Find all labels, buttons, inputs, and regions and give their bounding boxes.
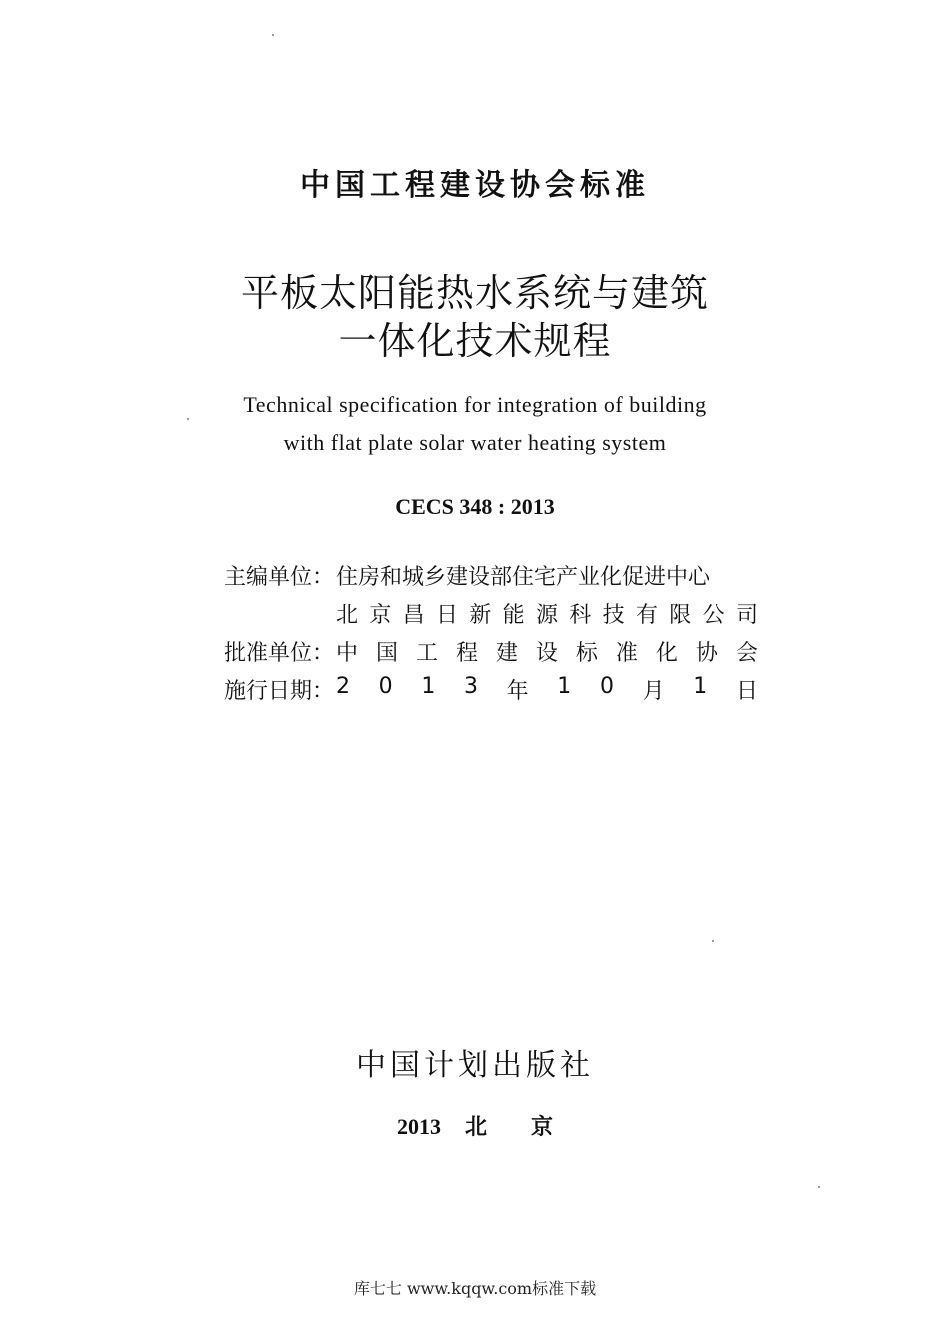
spaced-char: 源 bbox=[535, 603, 558, 628]
spaced-char: 0 bbox=[378, 674, 393, 699]
spaced-char: 设 bbox=[535, 641, 558, 666]
spaced-char: 1 bbox=[693, 674, 708, 699]
spaced-char: 协 bbox=[695, 641, 718, 666]
spaced-char: 1 bbox=[421, 674, 436, 699]
scan-speck bbox=[818, 1186, 820, 1188]
approval-label: 批准单位： bbox=[224, 641, 335, 666]
chief-editor-unit-2 bbox=[336, 598, 758, 629]
spaced-char: 程 bbox=[455, 641, 478, 666]
approval-unit bbox=[336, 636, 758, 667]
publisher-name: 中国计划出版社 bbox=[356, 1048, 594, 1083]
chief-editor-unit-1: 住房和城乡建设部住宅产业化促进中心 bbox=[336, 565, 711, 590]
publication-year: 2013 bbox=[396, 1114, 441, 1139]
spaced-char: 1 bbox=[557, 674, 572, 699]
spaced-char: 年 bbox=[506, 679, 529, 704]
english-title-line-2: with flat plate solar water heating system bbox=[283, 430, 667, 455]
watermark-footer: 库七七 www.kqqw.com标准下载 bbox=[353, 1279, 597, 1298]
spaced-char: 有 bbox=[635, 603, 658, 628]
spaced-char: 能 bbox=[502, 603, 525, 628]
spaced-char: 京 bbox=[369, 603, 392, 628]
spaced-char: 0 bbox=[599, 674, 614, 699]
standard-code: CECS 348 : 2013 bbox=[395, 494, 555, 519]
publication-city-char-2: 京 bbox=[531, 1115, 554, 1140]
spaced-char: 月 bbox=[642, 679, 665, 704]
spaced-char: 科 bbox=[569, 603, 592, 628]
effective-date bbox=[336, 674, 758, 705]
spaced-char: 日 bbox=[435, 603, 458, 628]
spaced-char: 2 bbox=[336, 674, 350, 699]
spaced-char: 限 bbox=[669, 603, 692, 628]
chief-editor-label: 主编单位： bbox=[224, 565, 335, 590]
spaced-char: 3 bbox=[463, 674, 478, 699]
spaced-char: 昌 bbox=[402, 603, 425, 628]
scan-speck bbox=[712, 940, 714, 942]
chinese-title-line-1: 平板太阳能热水系统与建筑 bbox=[240, 271, 709, 315]
spaced-char: 标 bbox=[575, 641, 598, 666]
scan-speck bbox=[272, 34, 274, 36]
spaced-char: 建 bbox=[495, 641, 518, 666]
english-title-line-1: Technical specification for integration of building bbox=[243, 392, 707, 417]
spaced-char: 国 bbox=[375, 641, 398, 666]
standard-series-heading: 中国工程建设协会标准 bbox=[300, 168, 650, 203]
chinese-title-line-2: 一体化技术规程 bbox=[338, 319, 612, 363]
spaced-char: 公 bbox=[702, 603, 725, 628]
spaced-char: 新 bbox=[469, 603, 492, 628]
spaced-char: 工 bbox=[415, 641, 438, 666]
spaced-char: 技 bbox=[602, 603, 625, 628]
spaced-char: 会 bbox=[735, 641, 758, 666]
spaced-char: 中 bbox=[336, 641, 359, 666]
spaced-char: 准 bbox=[615, 641, 638, 666]
spaced-char: 化 bbox=[655, 641, 678, 666]
spaced-char: 司 bbox=[735, 603, 758, 628]
effective-date-label: 施行日期： bbox=[224, 679, 335, 704]
publication-city-char-1: 北 bbox=[464, 1115, 487, 1140]
spaced-char: 北 bbox=[336, 603, 359, 628]
publication-year-city bbox=[0, 1110, 950, 1141]
spaced-char: 日 bbox=[735, 679, 758, 704]
scan-speck bbox=[187, 418, 189, 420]
